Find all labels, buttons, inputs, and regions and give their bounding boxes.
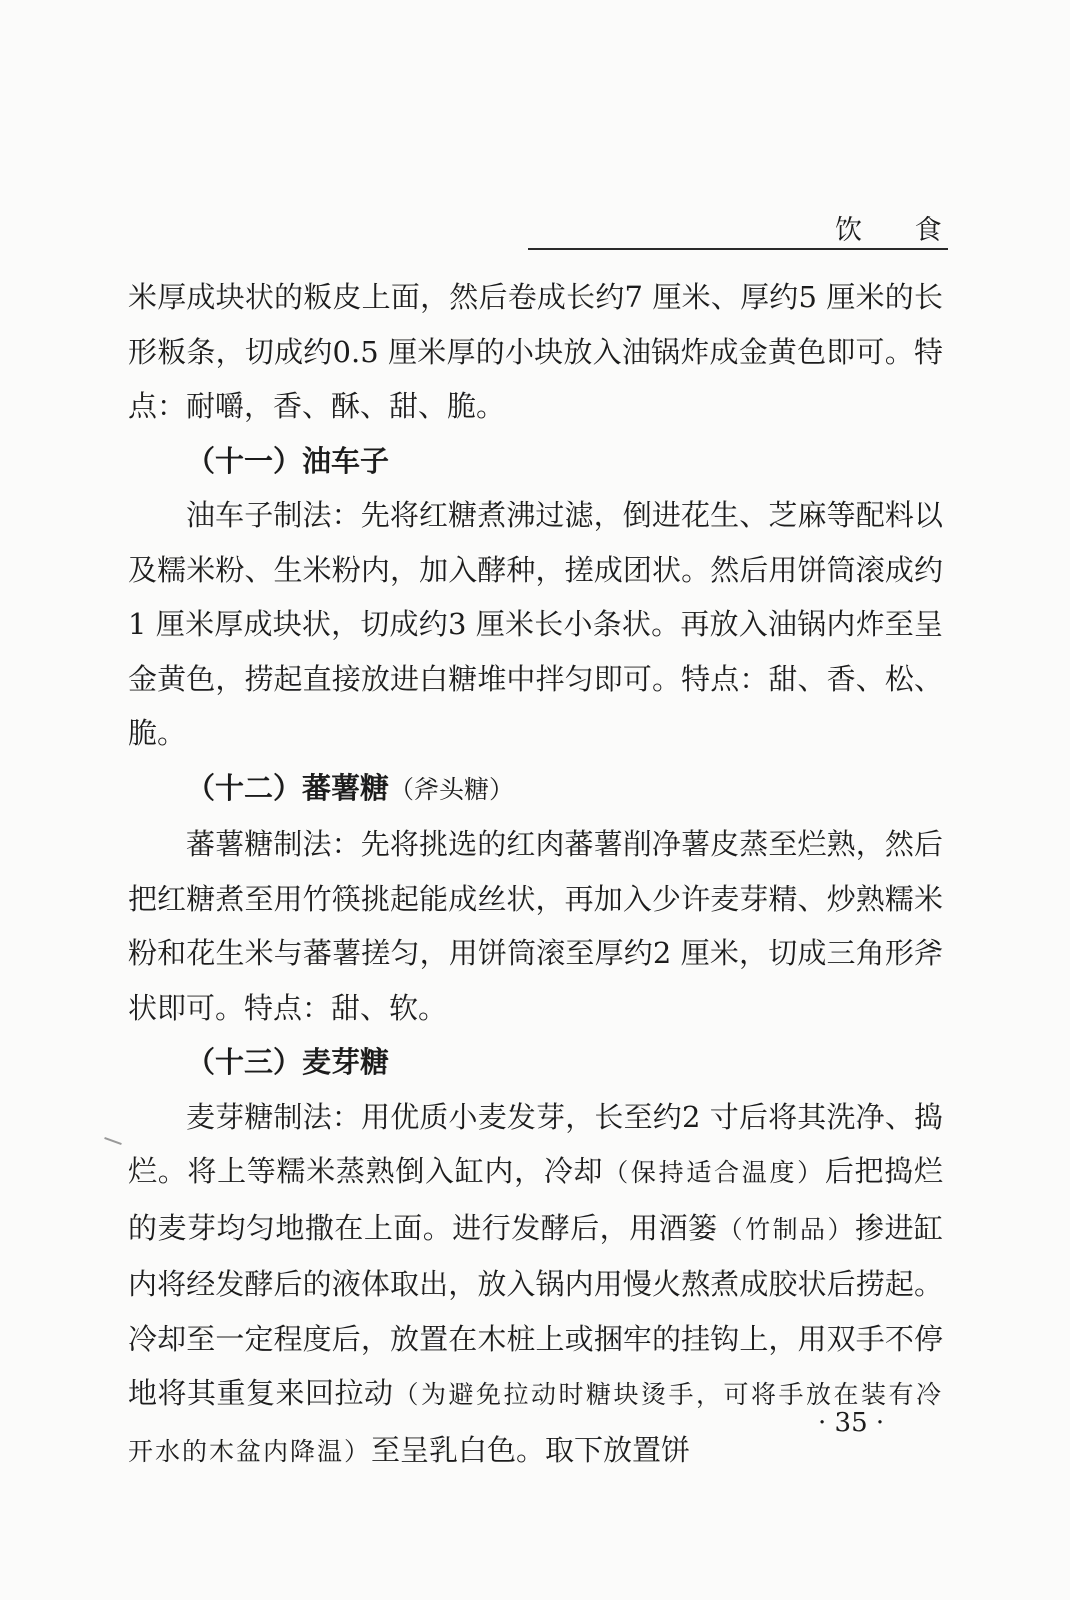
maiyatang-note-3: （为避免拉动时糖块烫手，可将手放在装有冷开水的木盆内降温） (128, 1380, 943, 1466)
paragraph-continued: 米厚成块状的粄皮上面，然后卷成长约7 厘米、厚约5 厘米的长形粄条，切成约0.5 厘米厚的小块放入油锅炸成金黄色即可。特点：耐嚼，香、酥、甜、脆。 (128, 280, 943, 423)
running-header: 饮 食 (835, 215, 964, 246)
section-heading-12-text: （十二）蕃薯糖 (186, 770, 390, 805)
maiyatang-text-4: 至呈乳白色。取下放置饼 (371, 1432, 691, 1467)
section-heading-12-note: （斧头糖） (389, 774, 515, 804)
paragraph-fanshutang: 蕃薯糖制法：先将挑选的红肉蕃薯削净薯皮蒸至烂熟，然后把红糖煮至用竹筷挑起能成丝状，再加入少许麦芽精、炒熟糯米粉和花生米与蕃薯搓匀，用饼筒滚至厚约2 厘米，切成三角形斧状即可。特点：甜、软。 (128, 827, 943, 1025)
maiyatang-text-3: 掺进缸内将经发酵后的液体取出，放入锅内用慢火熬煮成胶状后捞起。冷却至一定程度后，放置在木桩上或捆牢的挂钩上，用双手不停地将其重复来回拉动 (128, 1210, 943, 1410)
maiyatang-text-1: 麦芽糖制法：用优质小麦发芽，长至约2 寸后将其洗净、捣烂。将上等糯米蒸熟倒入缸内，冷却 (128, 1099, 943, 1188)
section-heading-11-text: （十一）油车子 (186, 443, 390, 478)
header-rule (528, 248, 948, 250)
paragraph-youchezi: 油车子制法：先将红糖煮沸过滤，倒进花生、芝麻等配料以及糯米粉、生米粉内，加入酵种，搓成团状。然后用饼筒滚成约1 厘米厚成块状，切成约3 厘米长小条状。再放入油锅内炸至呈金黄色，捞起直接放进白糖堆中拌匀即可。特点：甜、香、松、脆。 (128, 498, 943, 750)
section-heading-13 (128, 1035, 943, 1090)
body-text (128, 270, 943, 1479)
section-heading-13-text: （十三）麦芽糖 (186, 1045, 390, 1079)
scan-mark (104, 1137, 122, 1145)
section-heading-12 (128, 761, 943, 818)
maiyatang-text-2: 后把捣烂的麦芽均匀地撒在上面。进行发酵后，用酒篓 (128, 1154, 943, 1245)
maiyatang-note-2: （竹制品） (717, 1214, 856, 1244)
section-heading-11 (128, 434, 943, 489)
page-number: · 35 · (818, 1408, 885, 1438)
maiyatang-note-1: （保持适合温度） (603, 1158, 825, 1187)
